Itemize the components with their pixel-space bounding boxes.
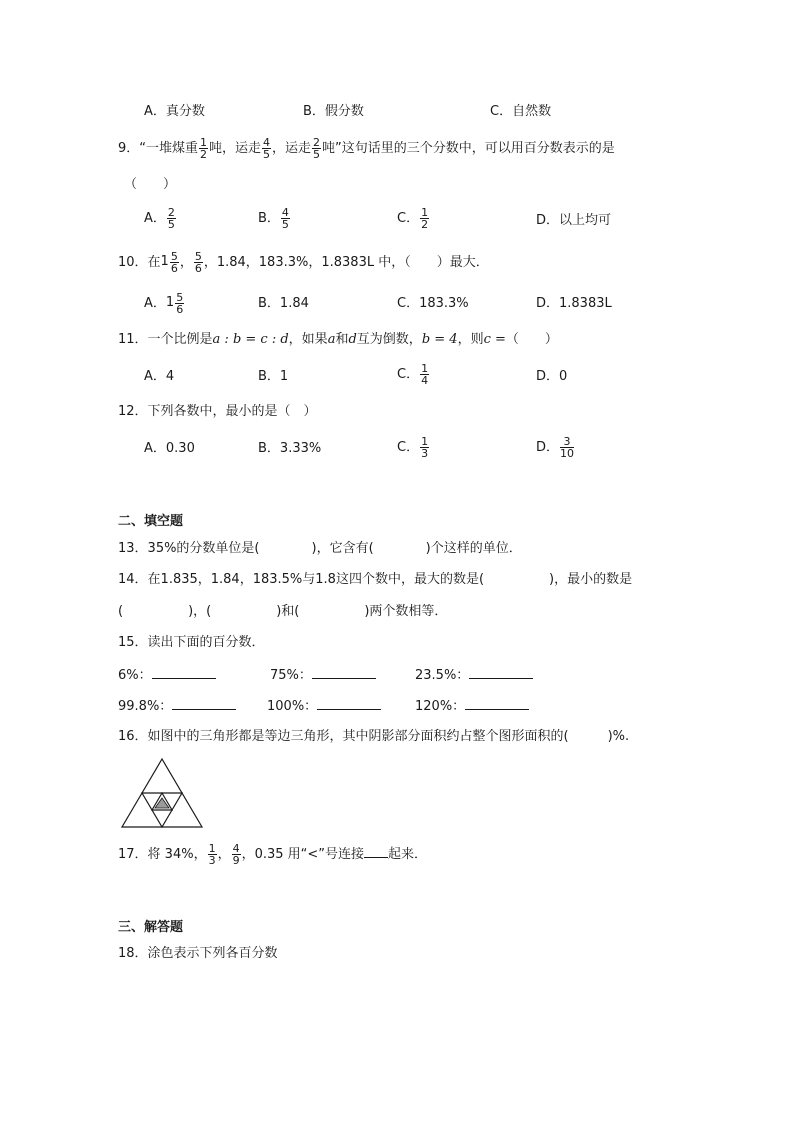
q9-option-c: C． $\frac{1}{2}$ [397, 206, 429, 231]
q10-question: 10．在1 $\frac{5}{6}$ ， $\frac{5}{6}$ ，1.84，183.3%，1.8383L 中，（ ）最大． [118, 249, 489, 275]
answer-blank[interactable] [364, 845, 388, 858]
q15-item-99-8pct: 99.8%： [118, 697, 236, 715]
q8-option-b: B．假分数 [303, 104, 364, 119]
q11-option-d: D．0 [536, 369, 568, 384]
q10-option-c: C．183.3% [397, 296, 469, 311]
q9-fraction-1: $\frac{1}{2}$ [200, 136, 208, 161]
q11-option-c: C． $\frac{1}{4}$ [397, 362, 429, 387]
q15-question: 15．读出下面的百分数． [118, 635, 265, 650]
q17-fraction-2: $\frac{4}{9}$ [232, 842, 240, 867]
q13-question: 13．35%的分数单位是( )，它含有( )个这样的单位． [118, 541, 522, 556]
shaded-triangle [155, 798, 169, 808]
q15-item-75pct: 75%： [270, 666, 376, 684]
q17-fraction-1: $\frac{1}{3}$ [208, 842, 216, 867]
q12-option-c: C． $\frac{1}{3}$ [397, 435, 429, 460]
q9-fraction-2: $\frac{4}{5}$ [263, 136, 271, 161]
q8-option-c: C．自然数 [490, 104, 552, 119]
section-2-heading: 二、填空题 [118, 514, 184, 529]
q9-fraction-3: $\frac{2}{5}$ [313, 136, 321, 161]
answer-blank[interactable] [152, 666, 216, 679]
q11-option-a: A．4 [144, 369, 175, 384]
q14-line-2: ( )，( )和( )两个数相等． [118, 604, 448, 619]
q16-question: 16．如图中的三角形都是等边三角形，其中阴影部分面积约占整个图形面积的( )%. [118, 729, 630, 744]
q15-item-6pct: 6%： [118, 666, 216, 684]
q9-option-b: B． $\frac{4}{5}$ [258, 206, 289, 231]
q15-item-23-5pct: 23.5%： [415, 666, 533, 684]
q12-question: 12．下列各数中，最小的是（ ） [118, 404, 317, 419]
answer-blank[interactable] [312, 666, 376, 679]
q9-option-d: D．以上均可 [536, 213, 612, 228]
q10-option-b: B．1.84 [258, 296, 309, 311]
q10-fraction: $\frac{5}{6}$ [194, 249, 202, 275]
section-3-heading: 三、解答题 [118, 920, 184, 935]
q12-option-a: A．0.30 [144, 441, 195, 456]
q12-option-d: D． $\frac{3}{10}$ [536, 435, 575, 460]
q8-option-a: A．真分数 [144, 104, 205, 119]
answer-blank[interactable] [465, 697, 529, 710]
q15-item-120pct: 120%： [415, 697, 529, 715]
q14-line-1: 14．在1.835，1.84，183.5%与1.8这四个数中，最大的数是( )，最小的数是 [118, 572, 633, 587]
q12-option-b: B．3.33% [258, 441, 322, 456]
q9-option-a: A． $\frac{2}{5}$ [144, 206, 175, 231]
answer-blank[interactable] [172, 697, 236, 710]
q11-question: 11．一个比例是a : b = c : d，如果a和d互为倒数，b = 4，则c =（ ） [118, 332, 558, 347]
q18-question: 18．涂色表示下列各百分数 [118, 946, 278, 961]
q17-question: 17．将 34%， $\frac{1}{3}$ ， $\frac{4}{9}$ ，0.35 用“<”号连接 起来． [118, 842, 428, 867]
q10-option-d: D．1.8383L [536, 296, 612, 311]
q9-answer-paren: （ ） [124, 177, 177, 192]
q15-item-100pct: 100%： [267, 697, 381, 715]
q10-mixed-number: 1 $\frac{5}{6}$ [160, 249, 178, 275]
equilateral-triangle-figure [120, 758, 204, 828]
q11-option-b: B．1 [258, 369, 289, 384]
answer-blank[interactable] [317, 697, 381, 710]
q10-option-a: A．1 $\frac{5}{6}$ [144, 290, 184, 316]
q9-question: 9．“一堆煤重 $\frac{1}{2}$ 吨，运走 $\frac{4}{5}$ ，运走 $\frac{2}{5}$ 吨”这句话里的三个分数中，可以用百分数表示的是 [118, 136, 615, 161]
answer-blank[interactable] [469, 666, 533, 679]
